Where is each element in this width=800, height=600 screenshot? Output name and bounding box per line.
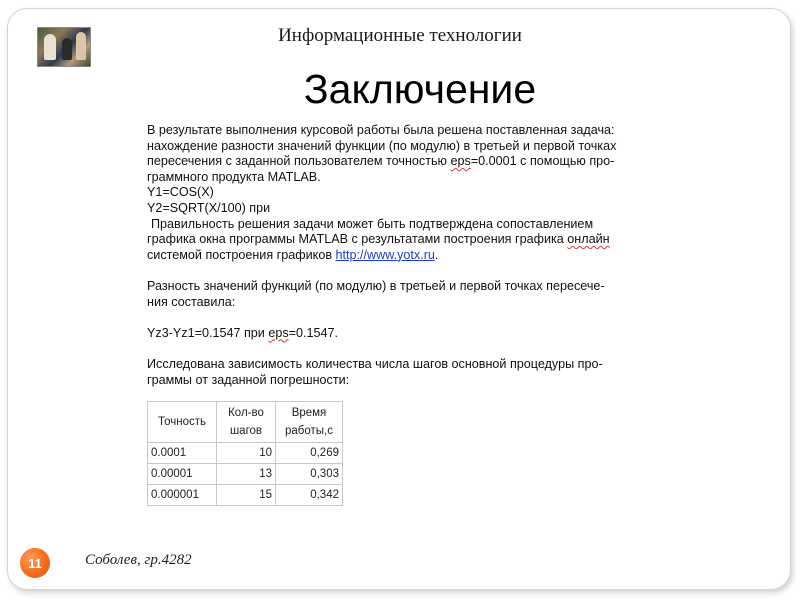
header-title: Информационные технологии <box>278 25 522 46</box>
column-header <box>217 402 276 443</box>
paragraph-line: Исследована зависимость количества числа шагов основной процедуры про- <box>147 356 603 371</box>
text-span: eps <box>450 154 471 169</box>
paragraph-line: ния составила: <box>147 294 236 309</box>
column-header-label: работы,с <box>285 425 333 437</box>
column-header-label: шагов <box>229 425 263 437</box>
text-span: онлайн <box>567 232 610 247</box>
table-cell: 0,342 <box>276 485 343 506</box>
column-header <box>148 402 217 443</box>
column-header <box>276 402 343 443</box>
formula-y1: Y1=COS(X) <box>147 185 214 200</box>
paragraph-line: нахождение разности значений функции (по модулю) в третьей и первой точках <box>147 138 617 153</box>
text-span: пересечения с заданной пользователем точностью <box>147 154 451 169</box>
table-cell: 0,269 <box>276 443 343 464</box>
table-cell: 0.00001 <box>148 464 217 485</box>
table-cell: 10 <box>217 443 276 464</box>
formula-y2: Y2=SQRT(X/100) при <box>147 200 271 215</box>
body-text <box>147 123 667 388</box>
table-cell: 0.0001 <box>148 443 217 464</box>
column-header-label: Кол-во <box>228 407 264 419</box>
slide-title: Заключение <box>303 66 537 112</box>
paragraph-line: Правильность решения задачи может быть подтверждена сопоставлением <box>151 216 594 231</box>
page-number-badge: 11 <box>20 548 50 578</box>
text-span: Yz3-Yz1=0.1547 при <box>147 325 269 340</box>
table-cell: 13 <box>217 464 276 485</box>
paragraph-line: граммного продукта MATLAB. <box>147 169 321 184</box>
paragraph-line <box>147 248 667 264</box>
table-cell: 0,303 <box>276 464 343 485</box>
text-span: графика окна программы MATLAB с результатами построения графика <box>147 232 568 247</box>
yotx-link[interactable]: http://www.yotx.ru <box>335 247 435 262</box>
column-header-label: Время <box>291 407 327 419</box>
text-span: eps <box>268 325 289 340</box>
paragraph-line: граммы от заданной погрешности: <box>147 372 350 387</box>
text-span: системой построения графиков <box>147 247 336 262</box>
table-row <box>148 443 343 464</box>
results-table <box>147 401 343 506</box>
table-cell: 0.000001 <box>148 485 217 506</box>
paragraph-line <box>147 154 667 170</box>
table-header-row <box>148 402 343 443</box>
author-footer: Соболев, гр.4282 <box>85 552 192 568</box>
text-span: =0.1547. <box>288 325 339 340</box>
paragraph-line <box>147 232 667 248</box>
text-span: =0.0001 с помощью про- <box>470 154 615 169</box>
table-row <box>148 464 343 485</box>
table-cell: 15 <box>217 485 276 506</box>
paragraph-line: В результате выполнения курсовой работы была решена поставленная задача: <box>147 123 615 137</box>
table-row <box>148 485 343 506</box>
paragraph-line: Разность значений функций (по модулю) в третьей и первой точках пересече- <box>147 278 605 293</box>
text-span: . <box>434 247 439 262</box>
result-line <box>147 326 667 342</box>
column-header-label: Точность <box>157 416 207 428</box>
